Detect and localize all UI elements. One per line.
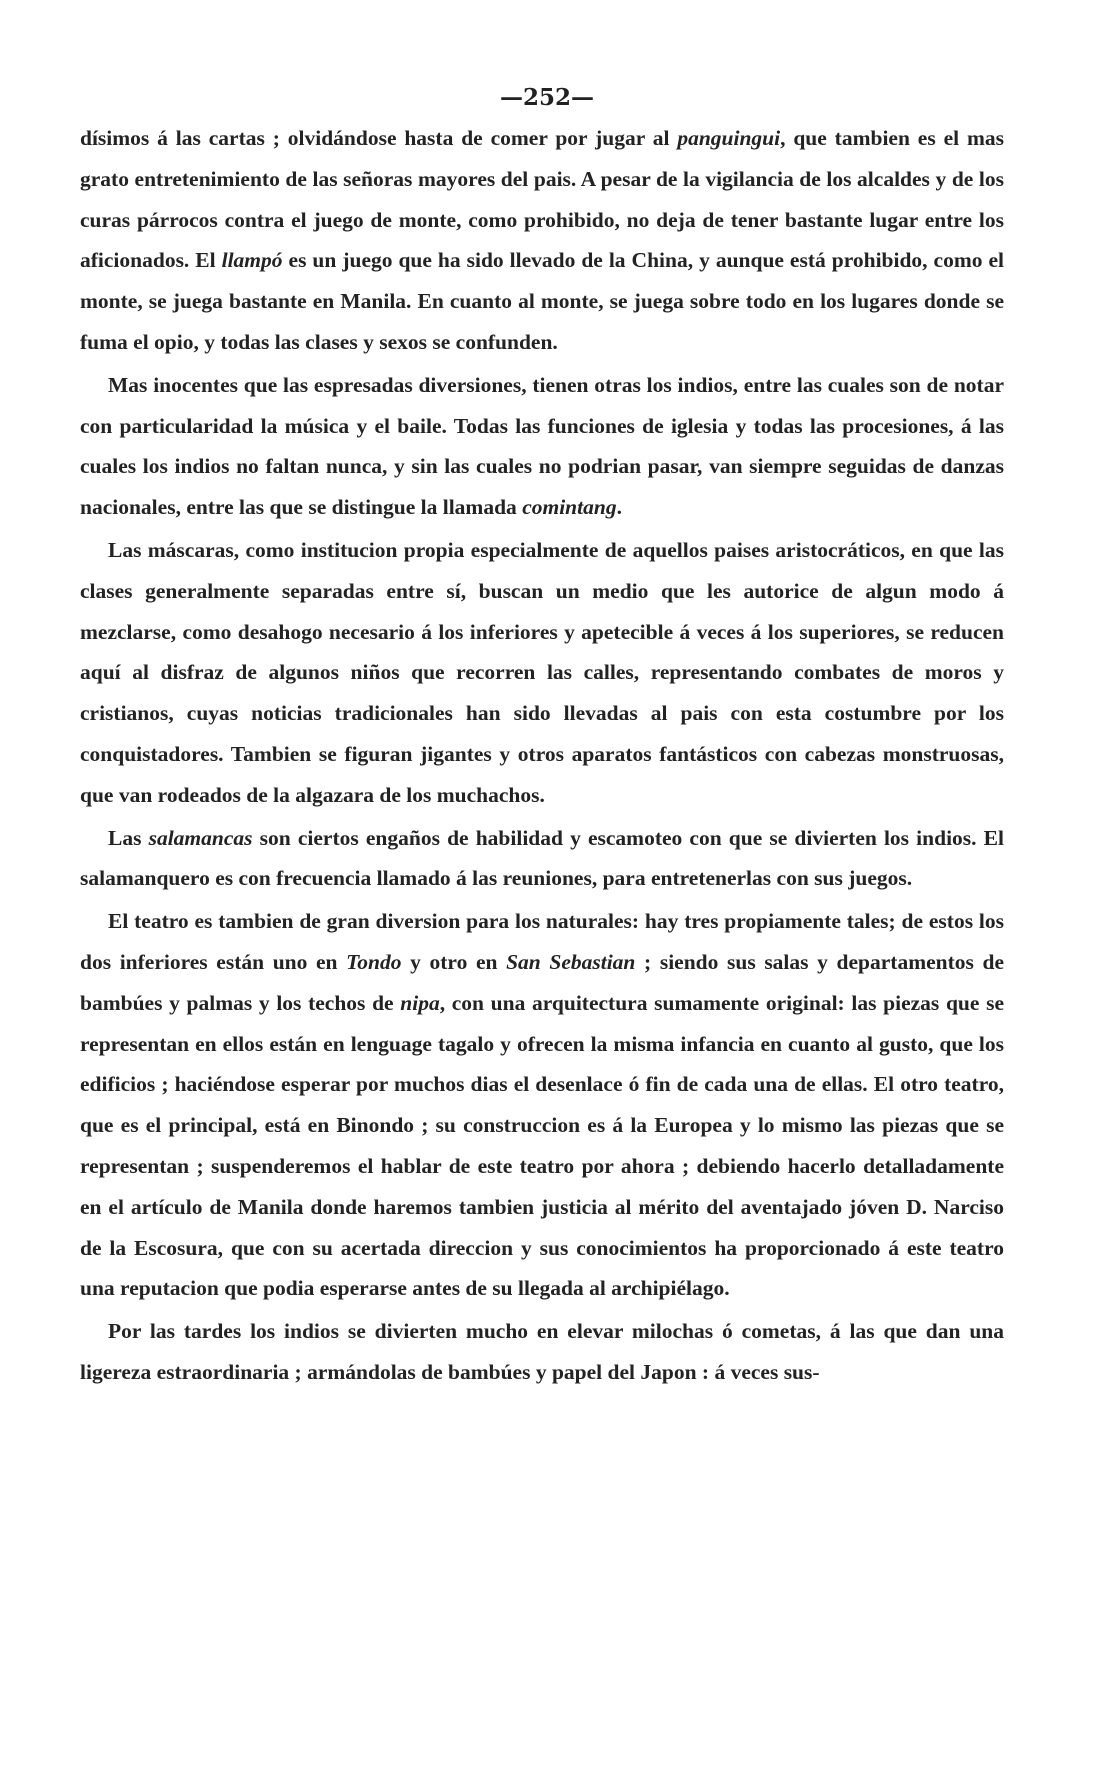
italic-term: comintang: [522, 495, 617, 520]
text-run: , que tambien es el mas grato entretenimiento de las señoras mayores del pais. A pesar de la vigilancia de los alcaldes y de los curas párrocos contra el juego de monte, como prohibido, no deja de tener bastante lugar entre los aficionados. El: [80, 126, 1004, 273]
text-run: .: [616, 495, 622, 520]
text-run: El teatro es tambien de gran diversion para los naturales: hay tres propiamente tales; de estos los dos inferiores están uno en: [80, 909, 1004, 974]
text-run: son ciertos engaños de habilidad y escamoteo con que se divierten los indios. El salamanquero es con frecuencia llamado á las reuniones, para entretenerlas con sus juegos.: [80, 825, 1004, 891]
text-run: Por las tardes los indios se divierten mucho en elevar milochas ó cometas, á las que dan una ligereza estraordinaria ; armándolas de bambúes y papel del Japon : á veces sus-: [80, 1319, 1004, 1384]
paragraph-4: [80, 818, 1004, 900]
italic-term: Tondo: [346, 949, 402, 974]
text-run: Las máscaras, como institucion propia especialmente de aquellos paises aristocráticos, en que las clases generalmente separadas entre sí, buscan un medio que les autorice de algun modo á mezclarse, como desahogo necesario á los inferiores y apetecible á veces á los superiores, se reducen aquí al disfraz de algunos niños que recorren las calles, representando combates de moros y cristianos, cuyas noticias tradicionales han sido llevadas al pais con esta costumbre por los conquistadores. Tambien se figuran jigantes y otros aparatos fantásticos con cabezas monstruosas, que van rodeados de la algazara de los muchachos.: [80, 537, 1004, 807]
paragraph-1: [80, 118, 1004, 363]
paragraph-6: [80, 1311, 1004, 1393]
page-body: [80, 118, 1004, 1393]
text-run: ; siendo sus salas y departamentos de bambúes y palmas y los techos de: [80, 949, 1005, 1015]
italic-term: llampó: [221, 248, 283, 273]
text-run: dísimos á las cartas ; olvidándose hasta de comer por jugar al: [80, 126, 678, 150]
page-number: —252—: [499, 84, 594, 111]
italic-term: salamancas: [148, 825, 253, 850]
text-run: Mas inocentes que las espresadas diversiones, tienen otras los indios, entre las cuales son de notar con particularidad la música y el baile. Todas las funciones de iglesia y todas las procesiones, á las cuales los indios no faltan nunca, y sin las cuales no podrian pasar, van siempre seguidas de danzas nacionales, entre las que se distingue la llamada: [80, 372, 1004, 520]
italic-term: San Sebastian: [506, 949, 636, 974]
text-run: Las: [108, 825, 149, 850]
paragraph-5: [80, 901, 1004, 1309]
italic-term: nipa: [400, 990, 440, 1015]
text-run: , con una arquitectura sumamente original: las piezas que se representan en ellos están en lenguage tagalo y ofrecen la misma infancia en cuanto al gusto, que los edificios ; haciéndose esperar por muchos dias el desenlace ó fin de cada una de ellas. El otro teatro, que es el principal, está en Binondo ; su construccion es á la Europea y lo mismo las piezas que se representan ; suspenderemos el hablar de este teatro por ahora ; debiendo hacerlo detalladamente en el artículo de Manila donde haremos tambien justicia al mérito del aventajado jóven D. Narciso de la Escosura, que con su acertada direccion y sus conocimientos ha proporcionado á este teatro una reputacion que podia esperarse antes de su llegada al archipiélago.: [80, 990, 1004, 1301]
text-run: y otro en: [401, 949, 507, 974]
text-run: es un juego que ha sido llevado de la China, y aunque está prohibido, como el monte, se juega bastante en Manila. En cuanto al monte, se juega sobre todo en los lugares donde se fuma el opio, y todas las clases y sexos se confunden.: [80, 248, 1004, 354]
italic-term: panguingui: [677, 126, 781, 150]
paragraph-2: [80, 365, 1004, 528]
paragraph-3: [80, 530, 1004, 816]
